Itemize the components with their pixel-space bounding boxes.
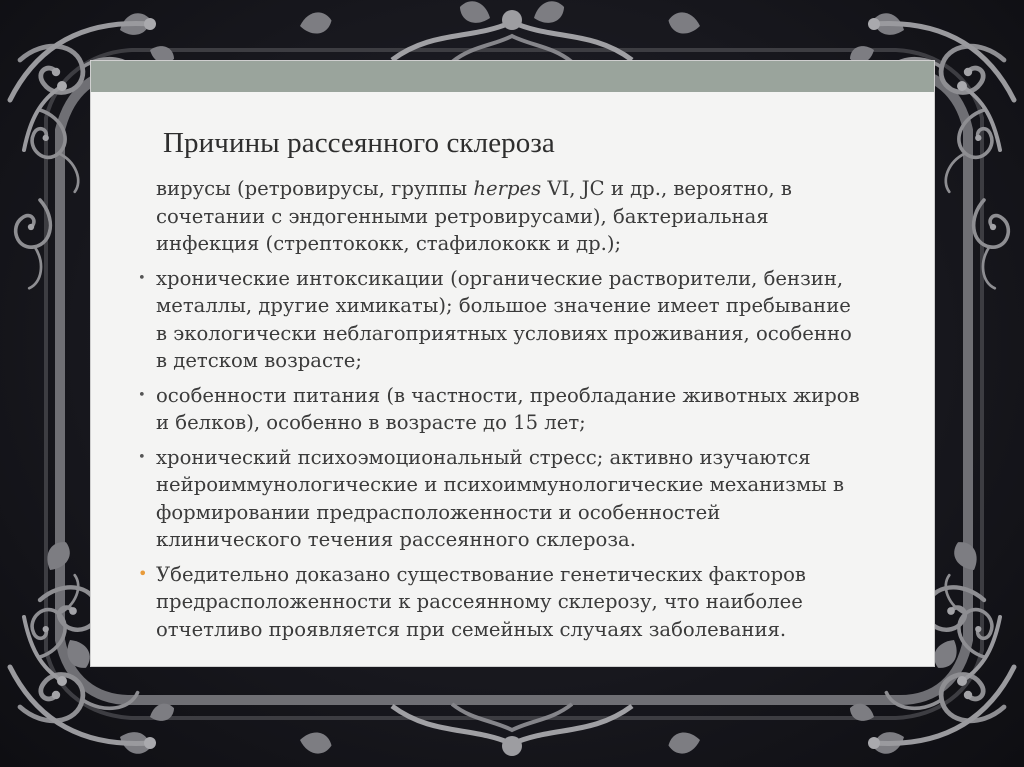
bullet-icon: • (138, 387, 146, 403)
list-item-line: Убедительно доказано существование генетических факторов (156, 562, 806, 586)
list-item-line: в детском возрасте; (156, 349, 362, 372)
list-item (136, 175, 916, 258)
list-item-line: нейроиммунологические и психоиммунологические механизмы в (156, 473, 845, 496)
list-item-line: клинического течения рассеянного склероза. (156, 528, 636, 551)
list-item-line: сочетании с эндогенными ретровирусами), бактериальная (156, 204, 769, 228)
list-item-line: и белков), особенно в возрасте до 15 лет; (156, 411, 586, 434)
list-item-line: хронические интоксикации (органические растворители, бензин, (156, 266, 844, 290)
content-panel (91, 61, 934, 666)
panel-header-band (91, 61, 934, 92)
list-item (136, 265, 916, 375)
list-item-line: в экологически неблагоприятных условиях проживания, особенно (156, 321, 852, 345)
accent-bullet-icon: • (138, 563, 148, 583)
list-item-line: формировании предрасположенности и особенностей (156, 500, 721, 524)
list-item-line: металлы, другие химикаты); большое значение имеет пребывание (156, 294, 851, 317)
list-item-highlighted (136, 561, 916, 644)
bullet-icon: • (138, 270, 146, 286)
list-item-line: инфекция (стрептококк, стафилококк и др.); (156, 232, 622, 255)
list-item-line: отчетливо проявляется при семейных случаях заболевания. (156, 617, 787, 641)
italic-term: herpes (473, 177, 542, 200)
list-item-line: особенности питания (в частности, преобладание животных жиров (156, 383, 860, 407)
list-item-line: вирусы (ретровирусы, группы herpes VI, JC и др., вероятно, в (156, 177, 792, 200)
list-item-line: хронический психоэмоциональный стресс; активно изучаются (156, 445, 811, 469)
list-item (136, 444, 916, 554)
causes-list (136, 175, 916, 650)
list-item (136, 382, 916, 437)
list-item-line: предрасположенности к рассеянному склерозу, что наиболее (156, 590, 803, 613)
slide-title: Причины рассеянного склероза (163, 127, 555, 159)
bullet-icon: • (138, 449, 146, 465)
